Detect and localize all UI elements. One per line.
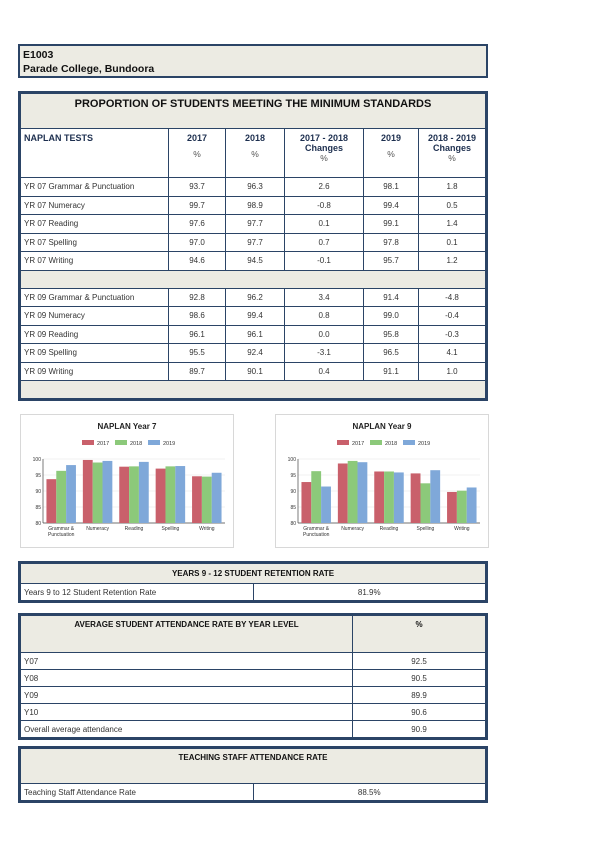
table-row [21, 307, 486, 326]
year-level: Y08 [21, 670, 353, 687]
legend-swatch [403, 440, 415, 445]
bar [83, 460, 93, 523]
y-tick-label: 95 [290, 473, 296, 479]
naplan-charts [18, 414, 488, 548]
cell-value: 0.4 [285, 362, 364, 381]
bar [411, 473, 421, 523]
y-tick-label: 100 [287, 457, 296, 463]
section-spacer [21, 270, 486, 288]
legend-label: 2017 [97, 441, 110, 447]
cell-value: 98.1 [364, 178, 419, 197]
col-header-tests: NAPLAN TESTS [21, 129, 169, 178]
attendance-row [21, 687, 486, 704]
col-header-2017: 2017 % [169, 129, 226, 178]
school-header [18, 44, 488, 78]
cell-value: 98.6 [169, 307, 226, 326]
staff-value: 88.5% [253, 784, 486, 801]
attendance-title: AVERAGE STUDENT ATTENDANCE RATE BY YEAR LEVEL [21, 616, 353, 653]
test-name: YR 09 Spelling [21, 344, 169, 363]
year-level: Y07 [21, 653, 353, 670]
attendance-row [21, 670, 486, 687]
bar [394, 472, 404, 523]
table-row [21, 325, 486, 344]
bar [311, 471, 321, 523]
legend-swatch [115, 440, 127, 445]
cell-value: 96.5 [364, 344, 419, 363]
bar [457, 491, 467, 523]
col-header-2019: 2019 % [364, 129, 419, 178]
bar [348, 461, 358, 523]
cell-value: 2.6 [285, 178, 364, 197]
chart-title: NAPLAN Year 9 [352, 422, 412, 431]
cell-value: 99.4 [364, 196, 419, 215]
attendance-row [21, 704, 486, 721]
bar [338, 463, 348, 523]
bar [202, 477, 212, 523]
naplan-title: PROPORTION OF STUDENTS MEETING THE MINIMUM STANDARDS [21, 94, 486, 129]
attendance-value: 89.9 [353, 687, 486, 704]
x-tick-label: Spelling [416, 526, 435, 532]
attendance-row [21, 653, 486, 670]
bar [156, 469, 166, 523]
naplan-header-row [21, 129, 486, 178]
bar [93, 463, 103, 523]
x-tick-label: Numeracy [341, 526, 364, 532]
cell-value: 91.4 [364, 288, 419, 307]
bar [384, 471, 394, 523]
y-tick-label: 85 [35, 505, 41, 511]
cell-value: 91.1 [364, 362, 419, 381]
cell-value: 97.0 [169, 233, 226, 252]
test-name: YR 07 Writing [21, 252, 169, 271]
test-name: YR 07 Numeracy [21, 196, 169, 215]
cell-value: 98.9 [226, 196, 285, 215]
cell-value: -0.3 [419, 325, 486, 344]
naplan-section [18, 91, 488, 401]
legend-label: 2017 [352, 441, 365, 447]
bar [119, 467, 129, 523]
retention-section [18, 561, 488, 603]
attendance-value: 90.9 [353, 721, 486, 738]
retention-row [21, 584, 486, 601]
legend-swatch [370, 440, 382, 445]
staff-attendance-section [18, 746, 488, 803]
y-tick-label: 100 [32, 457, 41, 463]
test-name: YR 09 Numeracy [21, 307, 169, 326]
cell-value: -4.8 [419, 288, 486, 307]
cell-value: 97.8 [364, 233, 419, 252]
test-name: YR 09 Grammar & Punctuation [21, 288, 169, 307]
attendance-value: 90.6 [353, 704, 486, 721]
attendance-section [18, 613, 488, 740]
cell-value: 3.4 [285, 288, 364, 307]
cell-value: 94.5 [226, 252, 285, 271]
cell-value: -0.4 [419, 307, 486, 326]
chart-year7 [20, 414, 234, 548]
cell-value: 97.7 [226, 233, 285, 252]
x-tick-label: Writing [454, 526, 470, 532]
bar [103, 461, 113, 523]
cell-value: 1.8 [419, 178, 486, 197]
attendance-row [21, 721, 486, 738]
table-row [21, 362, 486, 381]
bar [321, 487, 331, 523]
col-header-2018: 2018 % [226, 129, 285, 178]
cell-value: 96.1 [226, 325, 285, 344]
attendance-unit: % [353, 616, 486, 653]
staff-row [21, 784, 486, 801]
table-row [21, 215, 486, 234]
section-spacer [21, 381, 486, 399]
cell-value: 0.1 [285, 215, 364, 234]
cell-value: -3.1 [285, 344, 364, 363]
cell-value: 0.0 [285, 325, 364, 344]
cell-value: 96.1 [169, 325, 226, 344]
school-name: Parade College, Bundoora [23, 63, 155, 75]
bar [374, 471, 384, 523]
bar [420, 483, 430, 523]
cell-value: 92.8 [169, 288, 226, 307]
test-name: YR 07 Grammar & Punctuation [21, 178, 169, 197]
attendance-value: 90.5 [353, 670, 486, 687]
bar [46, 479, 56, 523]
cell-value: 96.2 [226, 288, 285, 307]
cell-value: -0.8 [285, 196, 364, 215]
bar [301, 482, 311, 523]
legend-label: 2018 [385, 441, 398, 447]
chart-title: NAPLAN Year 7 [97, 422, 157, 431]
bar [56, 471, 66, 523]
col-header-change-2018-2019: 2018 - 2019 Changes % [419, 129, 486, 178]
table-row [21, 233, 486, 252]
cell-value: 99.7 [169, 196, 226, 215]
cell-value: 0.8 [285, 307, 364, 326]
retention-value: 81.9% [253, 584, 486, 601]
cell-value: 0.7 [285, 233, 364, 252]
naplan-table [20, 93, 486, 399]
cell-value: 95.7 [364, 252, 419, 271]
x-tick-label: Numeracy [86, 526, 109, 532]
table-row [21, 288, 486, 307]
cell-value: 99.4 [226, 307, 285, 326]
cell-value: 97.6 [169, 215, 226, 234]
year-level: Overall average attendance [21, 721, 353, 738]
x-tick-label: Spelling [161, 526, 180, 532]
bar [447, 492, 457, 523]
staff-label: Teaching Staff Attendance Rate [21, 784, 254, 801]
table-row [21, 252, 486, 271]
chart-year9 [275, 414, 489, 548]
cell-value: 97.7 [226, 215, 285, 234]
bar [139, 462, 149, 523]
bar [467, 487, 477, 523]
cell-value: 1.4 [419, 215, 486, 234]
cell-value: 4.1 [419, 344, 486, 363]
test-name: YR 07 Reading [21, 215, 169, 234]
cell-value: 93.7 [169, 178, 226, 197]
bar [175, 466, 185, 523]
cell-value: 0.5 [419, 196, 486, 215]
school-code: E1003 [23, 49, 54, 61]
table-row [21, 196, 486, 215]
test-name: YR 09 Writing [21, 362, 169, 381]
bar [430, 470, 440, 523]
bar [212, 473, 222, 523]
cell-value: 94.6 [169, 252, 226, 271]
attendance-value: 92.5 [353, 653, 486, 670]
y-tick-label: 90 [290, 489, 296, 495]
y-tick-label: 95 [35, 473, 41, 479]
test-name: YR 09 Reading [21, 325, 169, 344]
bar [129, 466, 139, 523]
cell-value: 0.1 [419, 233, 486, 252]
legend-swatch [82, 440, 94, 445]
legend-swatch [148, 440, 160, 445]
y-tick-label: 90 [35, 489, 41, 495]
x-tick-label: Reading [124, 526, 144, 532]
cell-value: 1.2 [419, 252, 486, 271]
retention-label: Years 9 to 12 Student Retention Rate [21, 584, 254, 601]
cell-value: -0.1 [285, 252, 364, 271]
bar [192, 476, 202, 523]
cell-value: 99.1 [364, 215, 419, 234]
legend-label: 2019 [418, 441, 431, 447]
cell-value: 95.5 [169, 344, 226, 363]
retention-title: YEARS 9 - 12 STUDENT RETENTION RATE [21, 564, 486, 584]
cell-value: 1.0 [419, 362, 486, 381]
legend-label: 2018 [130, 441, 143, 447]
staff-title: TEACHING STAFF ATTENDANCE RATE [21, 749, 486, 784]
cell-value: 90.1 [226, 362, 285, 381]
bar [66, 465, 76, 523]
bar [165, 466, 175, 523]
cell-value: 95.8 [364, 325, 419, 344]
x-tick-label: Reading [379, 526, 399, 532]
col-header-change-2017-2018: 2017 - 2018 Changes % [285, 129, 364, 178]
y-tick-label: 85 [290, 505, 296, 511]
bar [358, 462, 368, 523]
legend-swatch [337, 440, 349, 445]
y-tick-label: 80 [290, 521, 296, 527]
year-level: Y09 [21, 687, 353, 704]
table-row [21, 344, 486, 363]
cell-value: 96.3 [226, 178, 285, 197]
x-tick-label: Grammar & Punctuation [302, 526, 330, 538]
year-level: Y10 [21, 704, 353, 721]
x-tick-label: Writing [199, 526, 215, 532]
test-name: YR 07 Spelling [21, 233, 169, 252]
cell-value: 99.0 [364, 307, 419, 326]
legend-label: 2019 [163, 441, 176, 447]
cell-value: 89.7 [169, 362, 226, 381]
y-tick-label: 80 [35, 521, 41, 527]
table-row [21, 178, 486, 197]
cell-value: 92.4 [226, 344, 285, 363]
x-tick-label: Grammar & Punctuation [47, 526, 75, 538]
